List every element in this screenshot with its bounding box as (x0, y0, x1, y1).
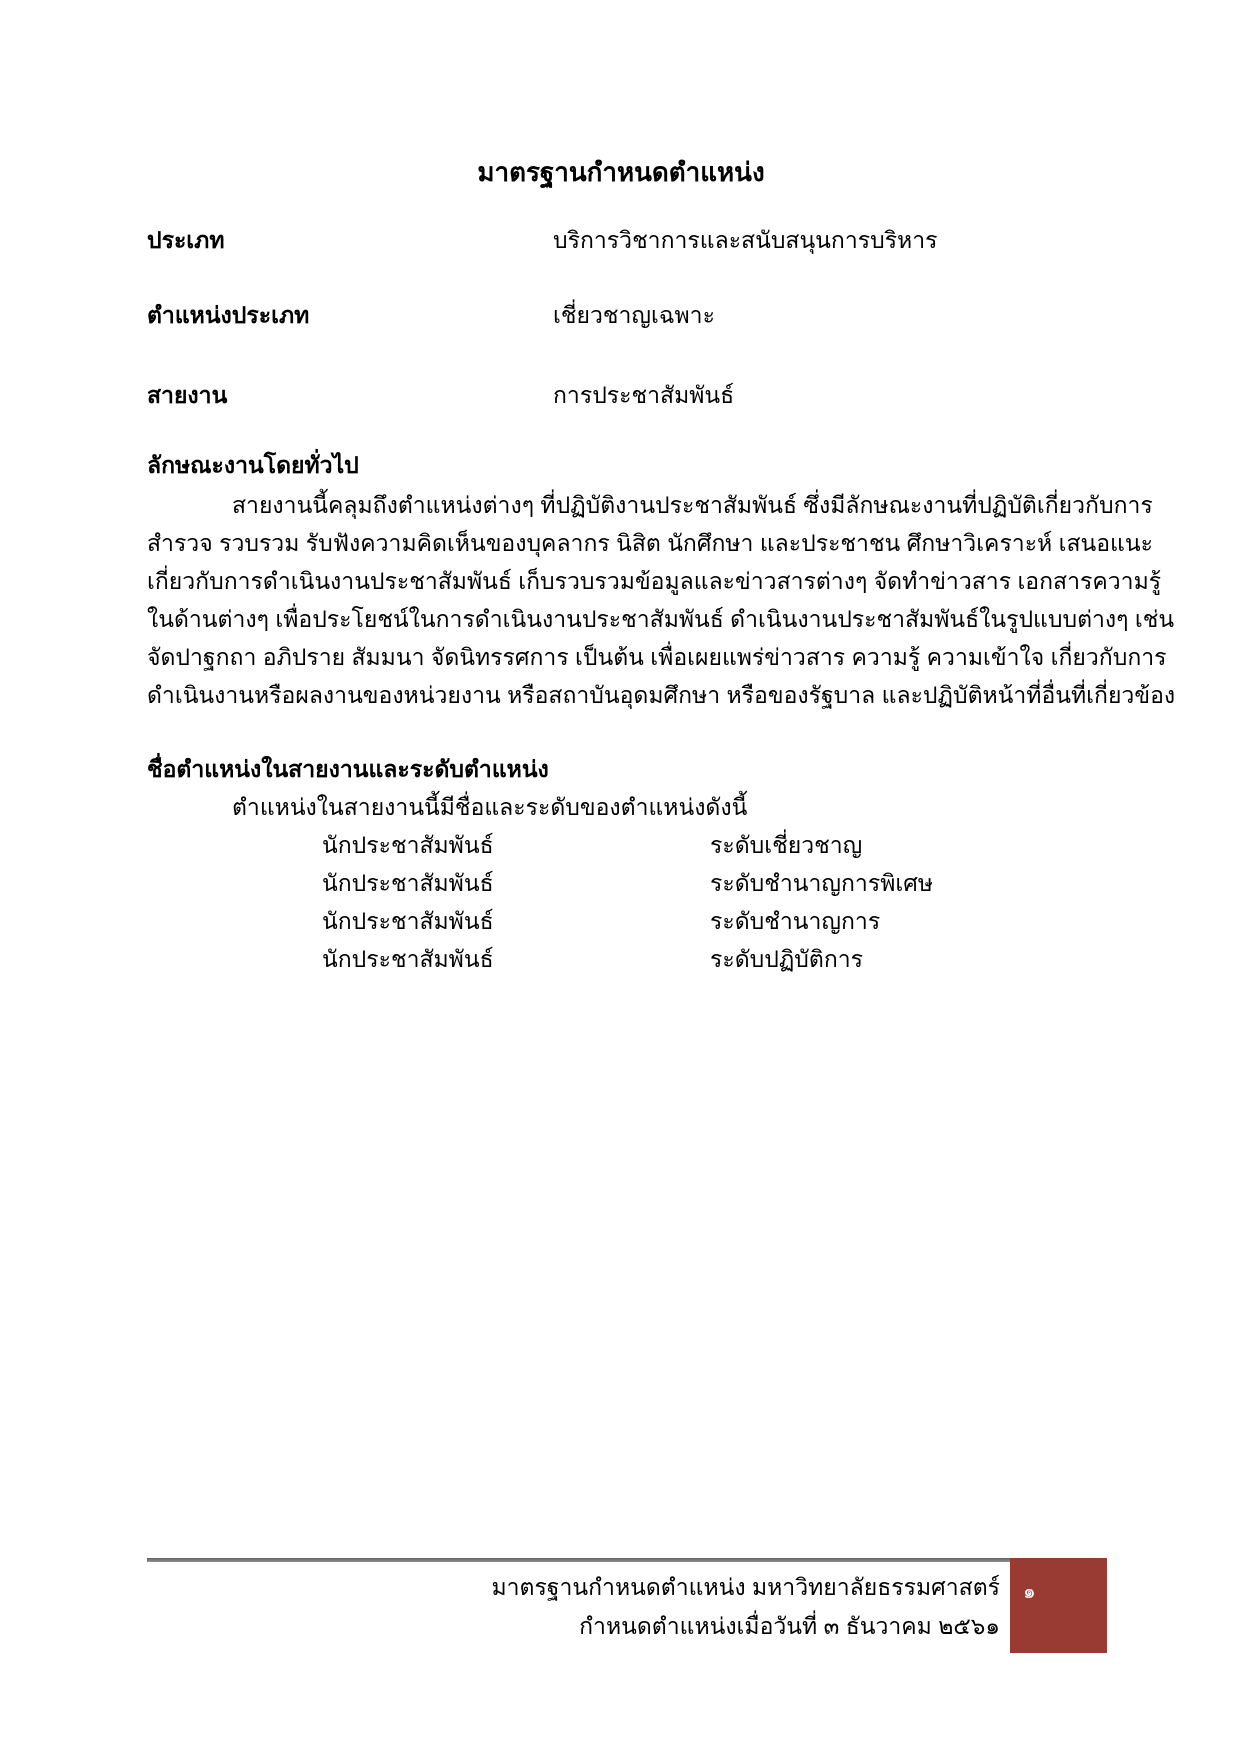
position-level: ระดับชำนาญการพิเศษ (710, 870, 933, 896)
field-value-job-series: การประชาสัมพันธ์ (553, 382, 735, 408)
paragraph-line: ในด้านต่างๆ เพื่อประโยชน์ในการดำเนินงานประชาสัมพันธ์ ดำเนินงานประชาสัมพันธ์ในรูปแบบต่างๆ เช่น (147, 606, 1175, 632)
positions-intro-line: ตำแหน่งในสายงานนี้มีชื่อและระดับของตำแหน่งดังนี้ (232, 794, 748, 820)
position-level: ระดับชำนาญการ (710, 908, 881, 934)
position-level: ระดับปฏิบัติการ (710, 946, 864, 972)
paragraph-line: สำรวจ รวบรวม รับฟังความคิดเห็นของบุคลากร นิสิต นักศึกษา และประชาชน ศึกษาวิเคราะห์ เสนอแนะ (147, 530, 1153, 556)
footer-line-effective-date: กำหนดตำแหน่งเมื่อวันที่ ๓ ธันวาคม ๒๕๖๑ (579, 1613, 1000, 1639)
position-name: นักประชาสัมพันธ์ (322, 832, 494, 858)
field-value-position-type: เชี่ยวชาญเฉพาะ (553, 302, 715, 328)
page-number-box (1010, 1558, 1107, 1653)
field-label-type: ประเภท (147, 227, 225, 253)
footer-text (147, 1568, 1000, 1646)
paragraph-line: เกี่ยวกับการดำเนินงานประชาสัมพันธ์ เก็บรวบรวมข้อมูลและข่าวสารต่างๆ จัดทำข่าวสาร เอกสารความรู้ (147, 568, 1162, 594)
field-label-job-series: สายงาน (147, 382, 228, 408)
paragraph-line: จัดปาฐกถา อภิปราย สัมมนา จัดนิทรรศการ เป็นต้น เพื่อเผยแพร่ข่าวสาร ความรู้ ความเข้าใจ เกี่ยวกับการ (147, 644, 1167, 670)
field-label-position-type: ตำแหน่งประเภท (147, 302, 310, 328)
general-duties-paragraph (147, 486, 1176, 714)
position-name: นักประชาสัมพันธ์ (322, 870, 494, 896)
position-name: นักประชาสัมพันธ์ (322, 946, 494, 972)
position-name: นักประชาสัมพันธ์ (322, 908, 494, 934)
footer-divider (147, 1558, 1010, 1562)
paragraph-line: ดำเนินงานหรือผลงานของหน่วยงาน หรือสถาบันอุดมศึกษา หรือของรัฐบาล และปฏิบัติหน้าที่อื่นที่เกี่ยวข้อง (147, 682, 1176, 708)
page-title: มาตรฐานกำหนดตำแหน่ง (477, 157, 765, 187)
paragraph-line: สายงานนี้คลุมถึงตำแหน่งต่างๆ ที่ปฏิบัติงานประชาสัมพันธ์ ซึ่งมีลักษณะงานที่ปฏิบัติเกี่ยวกับการ (232, 492, 1153, 518)
footer-line-document-name: มาตรฐานกำหนดตำแหน่ง มหาวิทยาลัยธรรมศาสตร์ (491, 1574, 1000, 1600)
field-value-type: บริการวิชาการและสนับสนุนการบริหาร (553, 227, 938, 253)
position-level: ระดับเชี่ยวชาญ (710, 832, 863, 858)
page-number: ๑ (1023, 1581, 1036, 1603)
section-heading-position-names: ชื่อตำแหน่งในสายงานและระดับตำแหน่ง (147, 756, 549, 782)
section-heading-general-duties: ลักษณะงานโดยทั่วไป (147, 452, 359, 478)
